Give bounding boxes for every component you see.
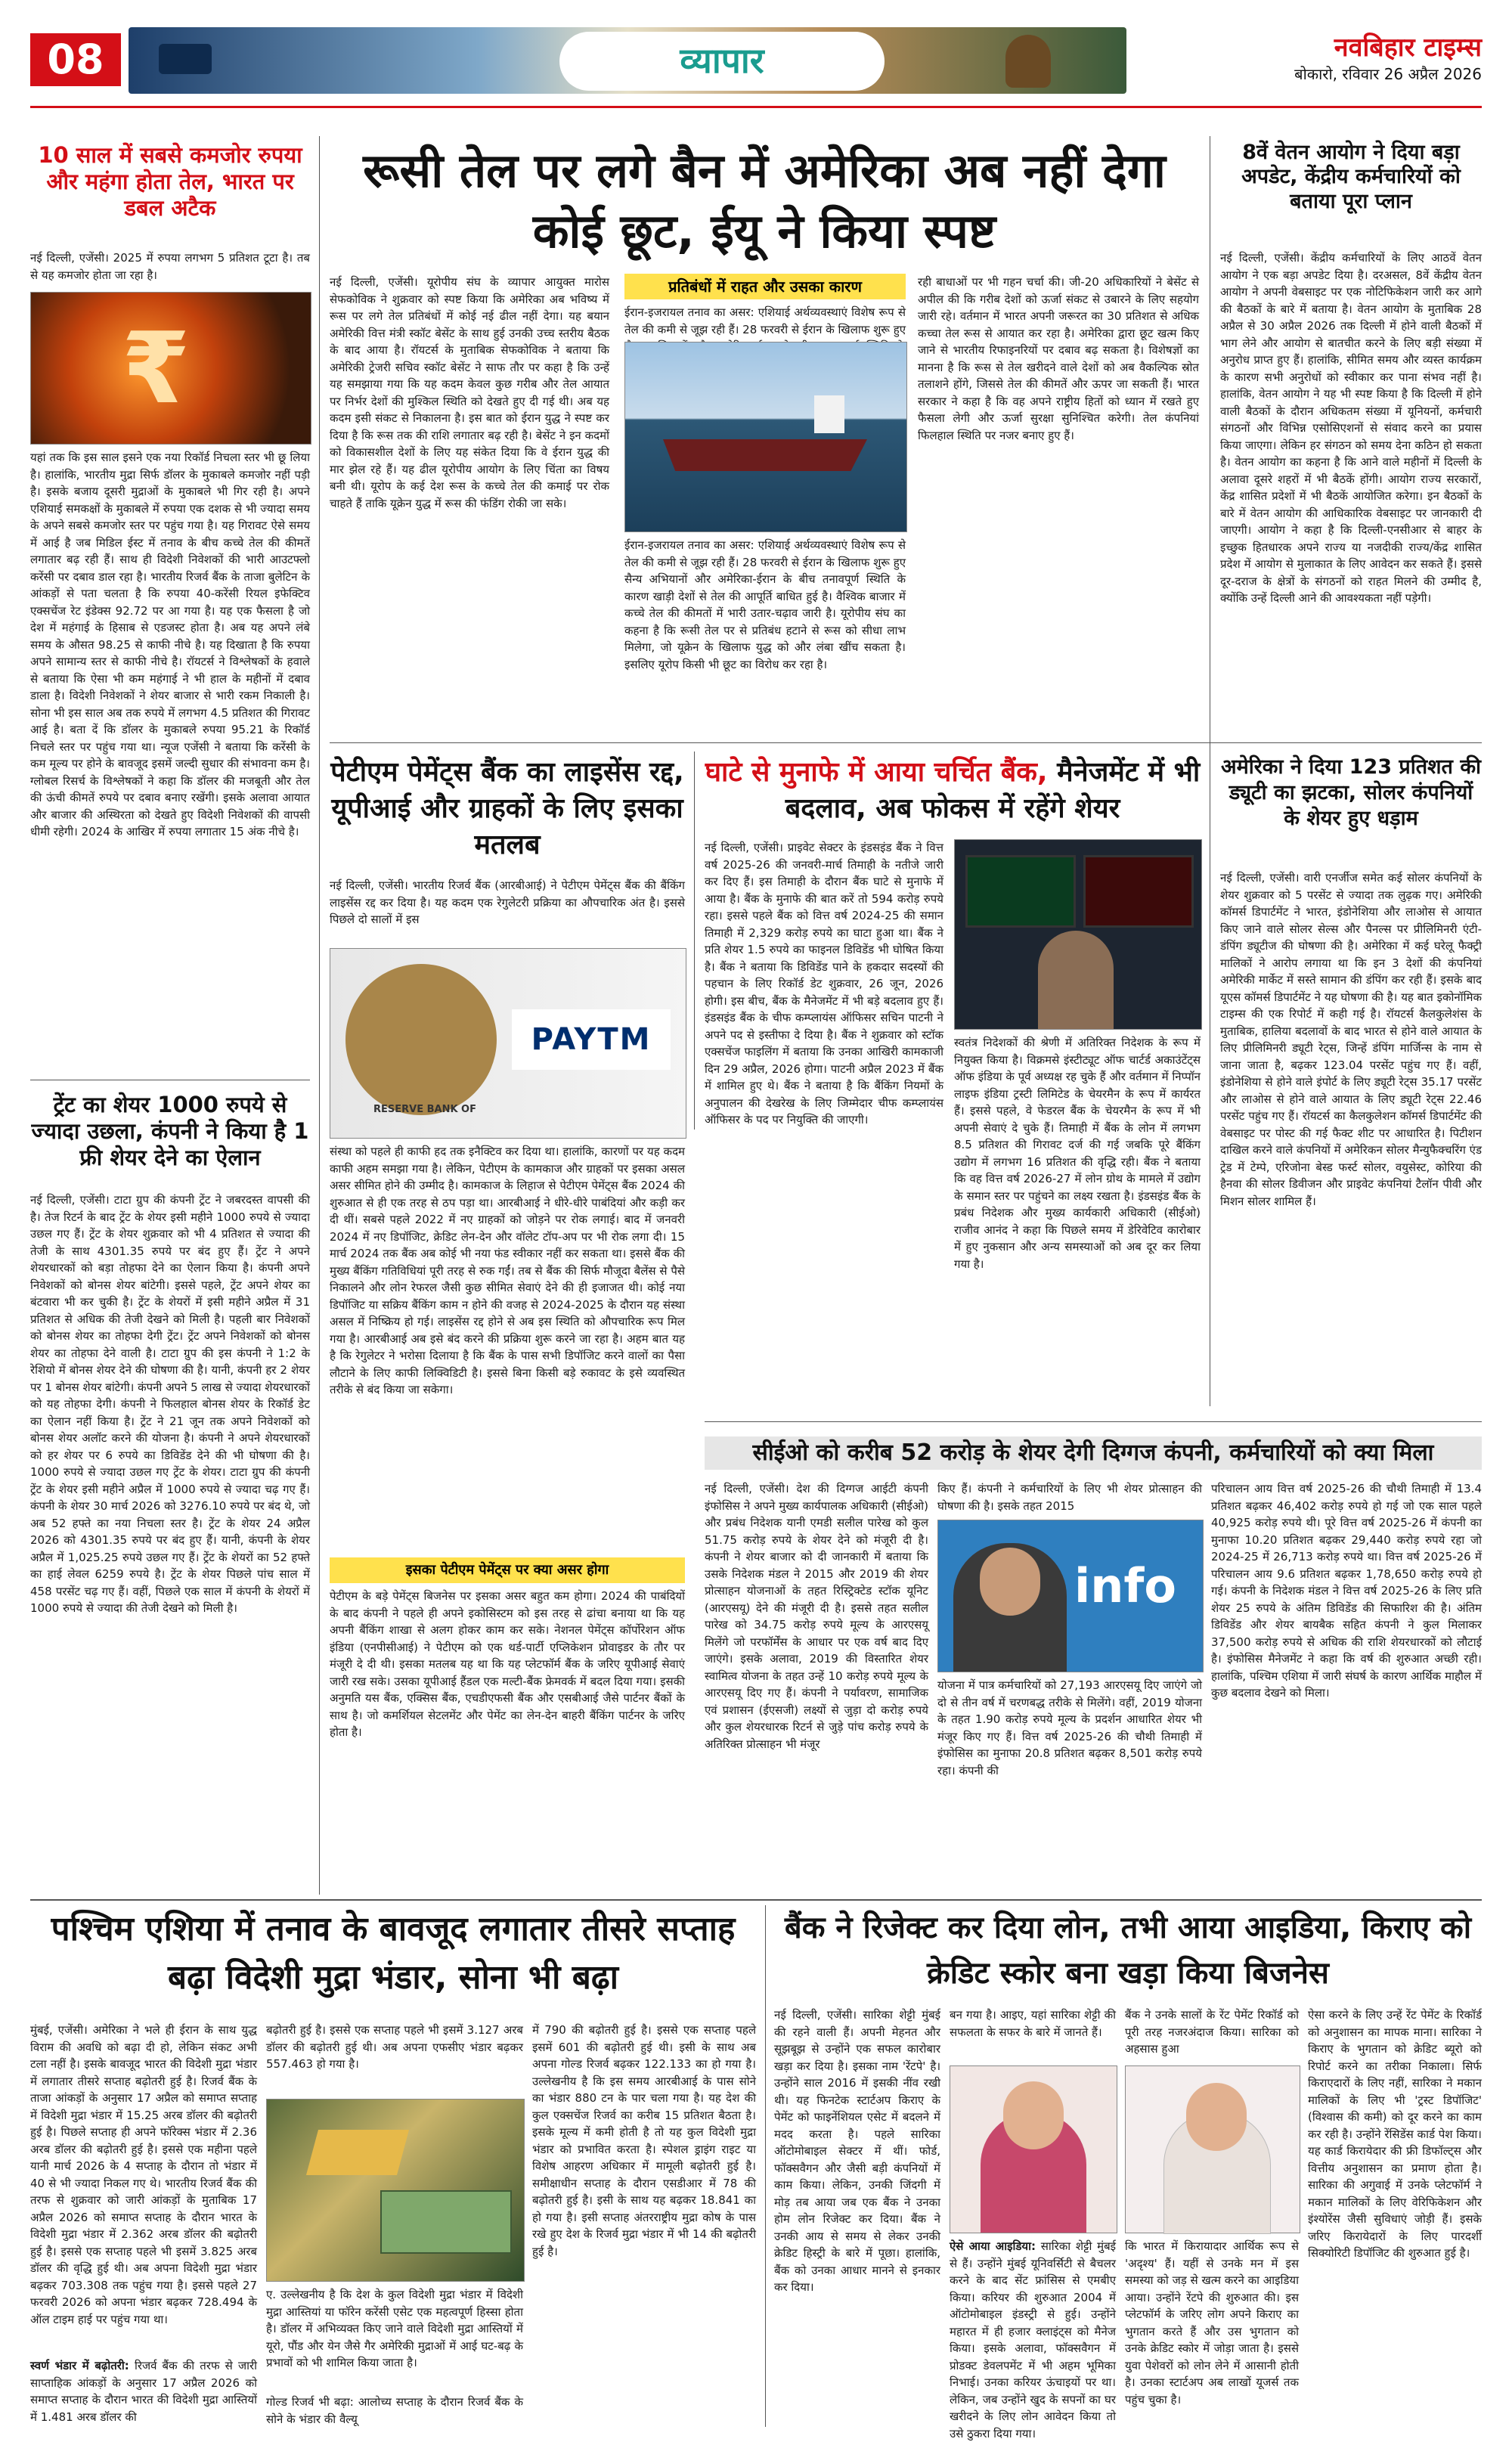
paytm-logo: PAYTM: [512, 1009, 671, 1070]
rupee-photo: [30, 292, 311, 445]
paytm-photo: [330, 948, 686, 1139]
col-divider-bottom: [765, 1905, 766, 2427]
forex-col1b-text: रिजर्व बैंक की तरफ से जारी साप्ताहिक आंकड़ों के अनुसार 17 अप्रैल 2026 को समाप्त सप्ताह के दौरान भारत की विदेशी मुद्रा आस्तियों में 1.481 अरब डॉलर की: [30, 2359, 257, 2424]
lead-col2: ईरान-इजरायल तनाव का असर: एशियाई अर्थव्यवस्थाएं विशेष रूप से तेल की कमी से जूझ रही हैं। 28 फरवरी से ईरान के खिलाफ शुरू हुए सैन्य अभियानों और अमेरिका-ईरान के बीच तनावपूर्ण स्थिति के कारण खाड़ी देशों से तेल की आपूर्ति बाधित हुई है। वैश्विक बाजार में कच्चे तेल की कीमतों में भारी उतार-चढ़ाव जारी है। यूरोपीय संघ का कहना है कि रूसी तेल पर से प्रतिबंध हटाने से रूस को सीधा लाभ मिलेगा, जो यूक्रेन के खिलाफ युद्ध को और लंबा खींच सकता है। इसलिए यूरोप किसी भी छूट का विरोध कर रहा है।: [624, 538, 906, 671]
forex-col1: मुंबई, एजेंसी। अमेरिका ने भले ही ईरान के साथ युद्ध विराम की अवधि को बढ़ा दी हो, लेकिन संकट अभी टला नहीं है। इसके बावजूद भारत की विदेशी मुद्रा भंडार में लगातार तीसरे सप्ताह बढ़ोतरी हुई है। रिजर्व बैंक के ताजा आंकड़ों के अनुसार 17 अप्रैल को समाप्त सप्ताह में विदेशी मुद्रा भंडार में 15.25 अरब डॉलर की बढ़ोतरी हुई है। पिछले सप्ताह ही अपने फॉरेक्स भंडार में 2.36 अरब डॉलर की बढ़ोतरी हुई है। इससे एक महीना पहले यानी मार्च 2026 के 4 सप्ताह के दौरान तो भंडार में 40 से भी ज्यादा निकल गए थे। भारतीय रिजर्व बैंक की तरफ से शुक्रवार को जारी आंकड़ों के मुताबिक 17 अप्रैल 2026 को समाप्त सप्ताह के दौरान भारत के विदेशी मुद्रा भंडार में 2.362 अरब डॉलर की बढ़ोतरी हुई है। इससे एक सप्ताह पहले भी इसमें 3.825 अरब डॉलर की वृद्धि हुई थी। अब अपना विदेशी मुद्रा भंडार बढ़कर 703.308 तक पहुंच गया है। इससे पहले 27 फरवरी 2026 को अपना भंडार बढ़कर 728.494 के ऑल टाइम हाई पर पहुंच गया था।: [30, 2023, 257, 2326]
rupee-headline: 10 साल में सबसे कमजोर रुपया और महंगा होता तेल, भारत पर डबल अटैक: [38, 142, 302, 221]
ceo-face: [980, 1548, 1040, 1616]
monitor-2: [1083, 855, 1194, 928]
masthead: [0, 0, 1512, 121]
paytm-tag: इसका पेटीएम पेमेंट्स पर क्या असर होगा: [330, 1557, 685, 1583]
page-number-badge: 08: [30, 33, 121, 86]
loan-idea-tag: ऐसे आया आइडिया:: [950, 2239, 1036, 2253]
infosys-col1: नई दिल्ली, एजेंसी। देश की दिग्गज आईटी कंपनी इंफोसिस ने अपने मुख्य कार्यपालक अधिकारी (सीईओ) और प्रबंध निदेशक यानी एमडी सलील पारेख को कुल 51.75 करोड़ रुपये के शेयर देने को मंजूरी दी है। कंपनी ने शेयर बाजार को दी जानकारी में बताया कि उसके निदेशक मंडल ने 2015 और 2019 की शेयर प्रोत्साहन योजनाओं के तहत रिस्ट्रिक्टेड स्टॉक यूनिट (आरएसयू) देने की मंजूरी दी है। इससे तहत सलील पारेख को 34.75 करोड़ रुपये मूल्य के आरएसयू मिलेंगे जो परफॉर्मेंस के आधार पर एक वर्ष बाद दिए जाएंगे। इसके अलावा, 2019 की विस्तारित शेयर स्वामित्व योजना के तहत उन्हें 10 करोड़ रुपये मूल्य के आरएसयू दिए गए हैं। कंपनी ने पर्यावरण, सामाजिक एवं प्रशासन (ईएसजी) लक्ष्यों से जुड़ा दो करोड़ रुपये और कुल शेयरधारक रिटर्न से जुड़े पांच करोड़ रुपये के अतिरिक्त प्रोत्साहन भी मंजूर: [705, 1482, 928, 1751]
rupee-bag-icon: [1005, 35, 1051, 88]
forex-col2a: बढ़ोतरी हुई है। इससे एक सप्ताह पहले भी इसमें 3.127 अरब डॉलर की बढ़ोतरी हुई थी। अब अपना एफसीए भंडार बढ़कर 557.463 हो गया है।: [266, 2023, 523, 2071]
forex-col3: में 790 की बढ़ोतरी हुई है। इससे एक सप्ताह पहले इसमें 601 की बढ़ोतरी हुई थी। इसी के साथ अब अपना गोल्ड रिजर्व बढ़कर 122.133 का हो गया है। उल्लेखनीय है कि इस समय आरबीआई के पास सोने का भंडार 880 टन के पार चला गया है। यह देश की कुल एक्सचेंज रिजर्व का करीब 15 प्रतिशत बैठता है। इसके मूल्य में कमी होती है तो यह कुल विदेशी मुद्रा भंडार को प्रभावित करता है। स्पेशल ड्राइंग राइट या विशेष आहरण अधिकार में मामूली बढ़ोतरी हुई है। समीक्षाधीन सप्ताह के दौरान एसडीआर में 78 की बढ़ोतरी हुई है। इसी के साथ यह बढ़कर 18.841 का हो गया है। इसी सप्ताह अंतरराष्ट्रीय मुद्रा कोष के पास रखे हुए देश के रिजर्व मुद्रा भंडार में भी 14 की बढ़ोतरी हुई है।: [532, 2023, 756, 2258]
sarika-photo-2: [1125, 2065, 1300, 2233]
rupee-article: [30, 142, 310, 221]
loan-col3b: कि भारत में किरायादार आर्थिक रूप से 'अदृश्य' हैं। यहीं से उनके मन में इस समस्या को जड़ से खत्म करने का आइडिया आया। उन्होंने रेंटपे की शुरुआत की। इस प्लेटफॉर्म के जरिए लोग अपने किराए का भुगतान करते हैं और उस भुगतान को उनके क्रेडिट स्कोर में जोड़ा जाता है। इससे युवा पेशेवरों को लोन लेने में आसानी होती है। उनका स्टार्टअप अब लाखों यूजर्स तक पहुंच चुका है।: [1125, 2239, 1299, 2406]
paytm-body: संस्था को पहले ही काफी हद तक इनैक्टिव कर दिया था। हालांकि, कारणों पर यह कदम काफी अहम समझा गया है। लेकिन, पेटीएम के कामकाज और ग्राहकों पर इसका असल असर सीमित होने की उम्मीद है। कामकाज के लिहाज से पेटीएम पेमेंट्स बैंक 2024 की शुरुआत से ही एक तरह से ठप पड़ा था। आरबीआई ने धीरे-धीरे पाबंदियां और कड़ी कर दी थीं। सबसे पहले 2022 में नए ग्राहकों को जोड़ने पर रोक लगाई। बाद में जनवरी 2024 में नए डिपॉजिट, क्रेडिट लेन-देन और वॉलेट टॉप-अप पर भी रोक लगा दी। 15 मार्च 2024 तक बैंक अब कोई भी नया फंड स्वीकार नहीं कर सकता था। इससे बैंक की मुख्य बैंकिंग गतिविधियां पूरी तरह से रुक गईं। तब से बैंक की सिर्फ मौजूदा बैलेंस से पैसे निकालने और लोन रेफरल जैसी कुछ सीमित सेवाएं देने की ही इजाजत थी। कोई नया डिपॉजिट या सक्रिय बैंकिंग काम न होने की वजह से 2024-2025 के दौरान यह संस्था असल में निष्क्रिय हो गई। लाइसेंस रद्द होने से अब इस स्थिति को औपचारिक रूप मिल गया है। आरबीआई अब इसे बंद करने की प्रक्रिया शुरू करने जा रहा है। अहम बात यह है कि रेगुलेटर ने भरोसा दिलाया है कि बैंक के पास सभी डिपॉजिट करने वालों का पैसा लौटाने के लिए काफी लिक्विडिटी है। इससे बिना किसी बड़े रुकावट के इसे व्यवस्थित तरीके से बंद किया जा सकेगा।: [330, 1145, 685, 1396]
gold-bar-icon: [306, 2130, 409, 2175]
lead-col3: रही बाधाओं पर भी गहन चर्चा की। जी-20 अधिकारियों ने बेसेंट से अपील की कि गरीब देशों को ऊर्जा संकट से उबारने के लिए सहयोग जारी रहे। वर्तमान में भारत अपनी जरूरत का 30 प्रतिशत से अधिक कच्चा तेल रूस से आयात कर रहा है। अमेरिका द्वारा छूट खत्म किए जाने से भारतीय रिफाइनरियों पर दबाव बढ़ सकता है। विशेषज्ञों का मानना है कि रूस से तेल खरीदने वाले देशों को अब वैकल्पिक स्रोत तलाशने होंगे, जिससे तेल की कीमतें और ऊपर जा सकती हैं। भारत सरकार ने कहा है कि वह अपने राष्ट्रीय हितों को ध्यान में रखते हुए फैसला लेगी और ऊर्जा सुरक्षा सुनिश्चित करेगी। तेल कंपनियां फिलहाल स्थिति पर नजर बनाए हुए हैं।: [918, 275, 1199, 442]
indusind-headline-red: घाटे से मुनाफे में आया चर्चित बैंक,: [705, 757, 1048, 788]
indusind-headline-black: मैनेजमेंट में भी बदलाव, अब फोकस में रहेंगे शेयर: [785, 757, 1201, 824]
lead-tag: प्रतिबंधों में राहत और उसका कारण: [624, 274, 906, 299]
bottom-divider: [30, 1899, 1482, 1901]
sarika-face: [1003, 2081, 1064, 2149]
infosys-col2: किए हैं। कंपनी ने कर्मचारियों के लिए भी शेयर प्रोत्साहन की घोषणा की है। इसके तहत 2015: [937, 1482, 1202, 1513]
sarika-face-2: [1186, 2083, 1247, 2151]
solar-body: नई दिल्ली, एजेंसी। वारी एनर्जीज समेत कई सोलर कंपनियों के शेयर शुक्रवार को 5 परसेंट से ज्यादा तक लुढ़क गए। अमेरिकी कॉमर्स डिपार्टमेंट ने भारत, इंडोनेशिया और लाओस से आयात किए जाने वाले सोलर सेल्स और पैनल्स पर प्रीलिमिनरी एंटी-डंपिंग ड्यूटीज की घोषणा की है। अमेरिका में कई घरेलू फैक्ट्री मालिकों ने आरोप लगाया था कि इन 3 देशों की कंपनियां अमेरिकी मार्केट में सस्ते सामान की डंपिंग कर रही हैं। इसके बाद यूएस कॉमर्स डिपार्टमेंट ने यह घोषणा की है। यह बात इकोनॉमिक टाइम्स की एक रिपोर्ट में कही गई है। रॉयटर्स कैलकुलेशंस के मुताबिक, हालिया बदलावों के बाद भारत से होने वाले आयात के लिए प्रीलिमिनरी ड्यूटी रेट्स, जिन्हें डंपिंग मार्जिन्स के नाम से जाना जाता है, बढ़कर 123.04 परसेंट पहुंच गए हैं। वहीं, इंडोनेशिया से होने वाले इंपोर्ट के लिए ड्यूटी रेट्स 35.17 परसेंट और लाओस से होने वाले आयात के लिए ड्यूटी रेट्स 22.46 परसेंट पहुंच गए हैं। रॉयटर्स का कैलकुलेशन कॉमर्स डिपार्टमेंट की वेबसाइट पर पोस्ट की गई फैक्ट शीट पर आधारित है। पिटीशन दाखिल करने वाले कंपनियों में अमेरिकन सोलर मैन्युफैक्चरिंग एंड ट्रेड में टेम्पे, एरिजोना बेस्ड फर्स्ट सोलर, वयुसेस्ट, कोरिया की हैनवा की सोलर डिवीजन और प्राइवेट कंपनियां टैलॉन पीवी और मिशन सोलर शामिल हैं।: [1220, 871, 1482, 1208]
loan-col4: ऐसा करने के लिए उन्हें रेंट पेमेंट के रिकॉर्ड को अनुशासन का मापक माना। सारिका ने किराए के भुगतान को क्रेडिट ब्यूरो को रिपोर्ट करने का तरीका निकाला। सिर्फ किराएदारों के लिए नहीं, सारिका ने मकान मालिकों के लिए भी 'ट्रस्ट डिपॉजिट' (विश्वास की कमी) को दूर करने का काम कर रही है। उन्होंने रेंसिडेंस कार्ड पेश किया। यह कार्ड किरायेदार की फ्री डिफॉल्ट्स और वित्तीय अनुशासन का प्रमाण होता है। सारिका की अगुवाई में उनके प्लेटफॉर्म ने मकान मालिकों के लिए वेरिफिकेशन और इंश्योरेंस जैसी सुविधाएं जोड़ी हैं। इसके जरिए किरायेदारों के लिए पारदर्शी सिक्योरिटी डिपॉजिट की शुरुआत हुई है।: [1308, 2008, 1482, 2260]
paytm-body2: पेटीएम के बड़े पेमेंट्स बिजनेस पर इसका असर बहुत कम होगा। 2024 की पाबंदियों के बाद कंपनी ने पहले ही अपने इकोसिस्टम को इस तरह से ढांचा बनाया था कि यह अपनी बैंकिंग शाखा से अलग होकर काम कर सके। नेशनल पेमेंट्स कॉर्पोरेशन ऑफ इंडिया (एनपीसीआई) ने पेटीएम को एक थर्ड-पार्टी एप्लिकेशन प्रोवाइडर के तौर पर मंजूरी दे दी थी। इसका मतलब यह था कि यह प्लेटफॉर्म बैंक के जरिए यूपीआई सेवाएं जारी रख सके। उसका यूपीआई हैंडल एक मल्टी-बैंक फ्रेमवर्क में बदल दिया गया। इसकी अनुमति यस बैंक, एक्सिस बैंक, एचडीएफसी बैंक और एसबीआई जैसे पार्टनर बैंकों के साथ है। जो कमर्शियल सेटलमेंट और पेमेंट का लेन-देन बाहरी बैंकिंग पार्टनर के जरिए होता है।: [330, 1589, 685, 1739]
infosys-col4: परिचालन आय वित्त वर्ष 2025-26 की चौथी तिमाही में 13.4 प्रतिशत बढ़कर 46,402 करोड़ रुपये हो गई जो एक साल पहले 40,925 करोड़ रुपये थी। पूरे वित्त वर्ष 2025-26 में कंपनी का मुनाफा 10.20 प्रतिशत बढ़कर 29,440 करोड़ रुपये रहा जो 2024-25 में 26,713 करोड़ रुपये था। वित्त वर्ष 2025-26 में परिचालन आय 9.6 प्रतिशत बढ़कर 1,78,650 करोड़ रुपये हो गई। कंपनी के निदेशक मंडल ने वित्त वर्ष 2025-26 के लिए प्रति शेयर 25 रुपये के अंतिम डिविडेंड की सिफारिश की है। अंतिम डिविडेंड और शेयर बायबैक सहित कंपनी ने कुल मिलाकर 37,500 करोड़ रुपये से अधिक की राशि शेयरधारकों को लौटाई है। इंफोसिस मैनेजमेंट ने कहा कि वर्ष की शुरुआत अच्छी रही। हालांकि, पश्चिम एशिया में जारी संघर्ष के कारण आर्थिक माहौल में कुछ बदलाव देखने को मिला।: [1211, 1482, 1482, 1700]
infosys-photo: [937, 1520, 1204, 1672]
trent-headline: ट्रेंट का शेयर 1000 रुपये से ज्यादा उछला, कंपनी ने किया है 1 फ्री शेयर देने का ऐलान: [31, 1092, 309, 1170]
loan-col1: नई दिल्ली, एजेंसी। सारिका शेट्टी मुंबई की रहने वाली हैं। अपनी मेहनत और सूझबूझ से उन्होंने एक सफल कारोबार खड़ा कर दिया है। इसका नाम 'रेंटपे' है। उन्होंने साल 2016 में इसकी नींव रखी थी। यह फिनटेक स्टार्टअप किराए के पेमेंट को फाइनेंशियल एसेट में बदलने में मदद करता है। पहले सारिका ऑटोमोबाइल सेक्टर में थीं। फोर्ड, फॉक्सवैगन और जैसी बड़ी कंपनियों में काम किया। लेकिन, उनकी जिंदगी में मोड़ तब आया जब एक बैंक ने उनका होम लोन रिजेक्ट कर दिया। बैंक ने उनकी आय से समय से लेकर उनकी क्रेडिट हिस्ट्री के बारे में पूछा। हालांकि, बैंक को उनका आधार मानने से इनकार कर दिया।: [774, 2008, 940, 2294]
loan-col2: बन गया है। आइए, यहां सारिका शेट्टी की सफलता के सफर के बारे में जानते हैं।: [950, 2008, 1116, 2039]
infosys-col3: योजना में पात्र कर्मचारियों को 27,193 आरएसयू दिए जाएंगे जो दो से तीन वर्ष में चरणबद्ध तरीके से मिलेंगे। वहीं, 2019 योजना के तहत 1.90 करोड़ रुपये मूल्य के प्रदर्शन आधारित शेयर भी मंजूर किए गए हैं। वित्त वर्ष 2025-26 की चौथी तिमाही में इंफोसिस का मुनाफा 20.8 प्रतिशत बढ़कर 8,501 करोड़ रुपये रहा। कंपनी की: [937, 1678, 1202, 1777]
trader-figure: [1038, 931, 1114, 1029]
infosys-logo: info: [1074, 1558, 1176, 1613]
loan-headline: बैंक ने रिजेक्ट कर दिया लोन, तभी आया आइडिया, किराए को क्रेडिट स्कोर बना खड़ा किया बिजनेस: [784, 1911, 1472, 1991]
monitor-1: [965, 855, 1076, 928]
col-divider-left: [319, 136, 320, 1895]
forex-headline: पश्चिम एशिया में तनाव के बावजूद लगातार तीसरे सप्ताह बढ़ा विदेशी मुद्रा भंडार, सोना भी बढ़ा: [51, 1910, 736, 1997]
loan-col2b-text: सारिका शेट्टी मुंबई से हैं। उन्होंने मुंबई यूनिवर्सिटी से बैचलर करने के बाद सेंट फ्रांसिस से एमबीए किया। करियर की शुरुआत 2004 में ऑटोमोबाइल इंडस्ट्री से हुई। उन्होंने महारत में ही हजार क्लाइंट्स को मैनेज किया। इसके अलावा, फॉक्सवैगन में प्रोडक्ट डेवलपमेंट में भी अहम भूमिका निभाई। उनका करियर ऊंचाइयों पर था। लेकिन, जब उन्होंने खुद के सपनों का घर खरीदने के लिए लोन आवेदन किया तो उसे ठुकरा दिया गया।: [950, 2239, 1116, 2440]
forex-col1b: [30, 2357, 257, 2425]
lead-col2-top: ईरान-इजरायल तनाव का असर: एशियाई अर्थव्यवस्थाएं विशेष रूप से तेल की कमी से जूझ रही हैं। 28 फरवरी से ईरान के खिलाफ शुरू हुए: [624, 305, 906, 336]
rupee-body: यहां तक कि इस साल इसने एक नया रिकॉर्ड निचला स्तर भी छू लिया है। हालांकि, भारतीय मुद्रा सिर्फ डॉलर के मुकाबले कमजोर नहीं पड़ी है। इसके बजाय दूसरी मुद्राओं के मुकाबले भी गिर रही है। अपने एशियाई समकक्षों के मुकाबले में रुपया एक दशक से भी ज्यादा समय के अपने सबसे कमजोर स्तर पर पहुंच गया है। यह गिरावट ऐसे समय में आई है जब मिडिल ईस्ट में तनाव के बीच कच्चे तेल की कीमतें लगातार बढ़ रही हैं। साथ ही विदेशी निवेशकों की भारी आउटफ्लो करेंसी पर दबाव डाल रहा है। भारतीय रिजर्व बैंक के ताजा बुलेटिन के आंकड़ों से पता चलता है कि रुपया 40-करेंसी रियल इफेक्टिव एक्सचेंज रेट इंडेक्स 92.72 पर आ गया है। यह एक फैसला है जो देश में महंगाई के हिसाब से एडजस्ट होता है। अब यह अपने लंबे समय के औसत 98.25 से काफी नीचे है। यह दिखाता है कि रुपया अपने सामान्य स्तर से काफी नीचे है। रॉयटर्स ने विश्लेषकों के हवाले से बताया कि ऐसा भी कम महंगाई ने भी हाल के महीनों में दबाव डाला है। विदेशी निवेशकों ने शेयर बाजार से भारी रकम निकाली है। सोना भी इस साल अब तक रुपये में लगभग 4.5 प्रतिशत की गिरावट आई है। बता दें कि डॉलर के मुकाबले रुपया 95.21 के रिकॉर्ड निचले स्तर पर पहुंच गया था। न्यूज एजेंसी ने बताया कि करेंसी के कम मूल्य पर होने के बावजूद इसमें जल्दी सुधार की संभावना कम है। ग्लोबल रिसर्च के विश्लेषकों ने कहा कि डॉलर की मजबूती और तेल की ऊंची कीमतें रुपये पर दबाव बनाए रखेंगी। इसके अलावा आयात और बाजार की अस्थिरता को देखते हुए विदेशी निवेशकों की वापसी धीमी रहेगी। 2024 के आखिर में रुपया लगातार 15 अंक नीचे है।: [30, 451, 310, 838]
infosys-top-rule: [705, 1421, 1482, 1422]
dollar-notes-icon: [380, 2190, 512, 2254]
trent-body: नई दिल्ली, एजेंसी। टाटा ग्रुप की कंपनी ट्रेंट ने जबरदस्त वापसी की है। तेज रिटर्न के बाद ट्रेंट के शेयर इसी महीने 1000 रुपये से ज्यादा उछल गए हैं। ट्रेंट के शेयर शुक्रवार को भी 4 प्रतिशत से ज्यादा की तेजी के साथ 4301.35 रुपये पर बंद हुए हैं। ट्रेंट ने अपने शेयरधारकों को बड़ा तोहफा देने का ऐलान किया है। कंपनी अपने निवेशकों को बोनस शेयर बांटेगी। इससे पहले, ट्रेंट अपने शेयर का बंटवारा भी कर चुकी है। ट्रेंट के शेयरों में इसी महीने अप्रैल में 31 प्रतिशत से अधिक की तेजी देखने को मिली है। पहली बार निवेशकों को बोनस शेयर का तोहफा देगी ट्रेंट। ट्रेंट अपने निवेशकों को बोनस शेयर का तोहफा देने वाली है। टाटा ग्रुप की इस कंपनी ने 1:2 के रेशियो में बोनस शेयर देने की घोषणा की है। यानी, कंपनी हर 2 शेयर पर 1 बोनस शेयर बांटेगी। कंपनी अपने 5 लाख से ज्यादा शेयरधारकों को यह तोहफा देगी। कंपनी ने फिलहाल बोनस शेयर के रिकॉर्ड डेट का ऐलान नहीं किया है। ट्रेंट ने 21 जून तक अपने निवेशकों को बोनस शेयर अलॉट करने की योजना है। कंपनी ने अपने शेयरधारकों को हर शेयर पर 6 रुपये का डिविडेंड देने की भी घोषणा की है। 1000 रुपये से ज्यादा उछल गए ट्रेंट के शेयर। टाटा ग्रुप की कंपनी ट्रेंट के शेयर इसी महीने अप्रैल में 1000 रुपये से ज्यादा चढ़ गए हैं। कंपनी के शेयर 30 मार्च 2026 को 3276.10 रुपये पर बंद थे, जो अब 52 हफ्ते का नया निचला स्तर है। ट्रेंट के शेयर 24 अप्रैल 2026 को 4301.35 रुपये पर बंद हुए हैं। यानी, कंपनी के शेयर अप्रैल में 1,025.25 रुपये उछल गए हैं। ट्रेंट के शेयरों का 52 हफ्ते का हाई लेवल 6259 रुपये है। ट्रेंट के शेयर पिछले पांच साल में 458 परसेंट चढ़ गए हैं। वहीं, पिछले एक साल में कंपनी के शेयरों में 1000 रुपये से ज्यादा की तेजी देखने को मिली है।: [30, 1193, 310, 1615]
indusind-col1: नई दिल्ली, एजेंसी। प्राइवेट सेक्टर के इंडसइंड बैंक ने वित्त वर्ष 2025-26 की जनवरी-मार्च तिमाही के नतीजे जारी कर दिए हैं। इस तिमाही के दौरान बैंक घाटे से मुनाफे में आया है। बैंक के मुनाफे की बात करें तो 594 करोड़ रुपये रहा। इससे पहले बैंक को वित्त वर्ष 2024-25 की समान तिमाही में 2,329 करोड़ रुपये का घाटा हुआ था। बैंक ने प्रति शेयर 1.5 रुपये का फाइनल डिविडेंड भी घोषित किया है। बैंक ने बताया कि डिविडेंड पाने के हकदार सदस्यों की पहचान के लिए रिकॉर्ड डेट शुक्रवार, 26 जून, 2026 होगी। इस बीच, बैंक के मैनेजमेंट में भी बड़े बदलाव हुए हैं। इंडसइंड बैंक के चीफ कम्प्लायंस ऑफिसर सचिन पाटनी ने अपने पद से इस्तीफा दे दिया है। बैंक ने शुक्रवार को स्टॉक एक्सचेंज फाइलिंग में बताया कि उनका आखिरी कामकाजी दिन 29 अप्रैल, 2026 होगा। पाटनी अप्रैल 2023 में बैंक में शामिल हुए थे। बैंक ने बताया है कि बैंकिंग नियमों के अनुपालन की देखरेख के लिए जिम्मेदार चीफ कम्प्लायंस ऑफिसर के पद पर नियुक्ति की जाएगी।: [705, 841, 943, 1126]
infosys-headline: सीईओ को करीब 52 करोड़ के शेयर देगी दिग्गज कंपनी, कर्मचारियों को क्या मिला: [705, 1436, 1482, 1470]
indusind-headline: [705, 755, 1201, 827]
rupee-intro: नई दिल्ली, एजेंसी। 2025 में रुपया लगभग 5 प्रतिशत टूटा है। तब से यह कमजोर होता जा रहा है।: [30, 251, 310, 282]
truck-icon: [159, 44, 212, 74]
lead-col1: नई दिल्ली, एजेंसी। यूरोपीय संघ के व्यापार आयुक्त मारोस सेफकोविक ने शुक्रवार को स्पष्ट किया कि अमेरिका अब भविष्य में रूस पर लगे तेल प्रतिबंधों में कोई नई ढील नहीं देगा। यह बयान अमेरिकी वित्त मंत्री स्कॉट बेसेंट के साथ हुई उनकी उच्च स्तरीय बैठक के बाद आया है। रॉयटर्स के मुताबिक सेफकोविक ने बताया कि अमेरिकी ट्रेजरी सचिव स्कॉट बेसेंट ने साफ तौर पर कहा है कि उन्हें यह समझाया गया कि यह कदम केवल कुछ गरीब और तेल आयात पर निर्भर देशों की मुश्किल स्थिति को देखते हुए दी गई थी। अब यह कदम इसी संकट से निकालना है। इस बात को ईरान युद्ध ने स्पष्ट कर दिया है कि रूस तक की राशि लगातार बढ़ रही है। बेसेंट ने इन कदमों को विकासशील देशों के लिए यह संकेत दिया कि वे ईरान युद्ध की मार झेल रहे हैं। यह ढील यूरोपीय आयोग के लिए चिंता का विषय बनी थी। यूरोप के कई देश रूस के कच्चे तेल की कमाई पर रोक चाहते हैं ताकि यूक्रेन युद्ध में रूस की फंडिंग रोकी जा सके।: [330, 275, 609, 510]
pay-body: नई दिल्ली, एजेंसी। केंद्रीय कर्मचारियों के लिए आठवें वेतन आयोग ने एक बड़ा अपडेट दिया है। दरअसल, 8वें केंद्रीय वेतन आयोग ने अपनी वेबसाइट पर एक नोटिफिकेशन जारी कर आगे की बैठकों के बारे में बताया है। वेतन आयोग के मुताबिक 28 अप्रैल से 30 अप्रैल 2026 तक दिल्ली में होने वाली बैठकों में भाग लेने और आयोग से बातचीत करने के लिए बड़ी संख्या में अनुरोध प्राप्त हुए हैं। हालांकि, सीमित समय और व्यस्त कार्यक्रम के कारण सभी अनुरोधों को स्वीकार कर पाना संभव नहीं है। हालांकि, वेतन आयोग ने यह भी स्पष्ट किया है कि दिल्ली में होने वाली बैठकों के दौरान अधिकतम संख्या में यूनियनों, कर्मचारी संगठनों और विभिन्न एसोसिएशनों से संवाद करने का प्रयास किया जाएगा। लेकिन हर संगठन को समय देना कठिन हो सकता है। वेतन आयोग का कहना है कि आने वाले महीनों में दिल्ली के अलावा दूसरे शहरों में भी बैठकें होंगी। आयोग राज्य सरकारों, केंद्र शासित प्रदेशों में भी बैठकें आयोजित करेगा। इन बैठकों के बारे में वेतन आयोग की आधिकारिक वेबसाइट पर जानकारी दी जाएगी। आयोग ने कहा है कि दिल्ली-एनसीआर से बाहर के इच्छुक हितधारक अपने राज्य या नजदीकी राज्य/केंद्र शासित प्रदेश में आयोग से मुलाकात के लिए आवेदन कर सकते हैं। इससे दूर-दराज के क्षेत्रों के संगठनों को राहत मिलने की उम्मीद है, क्योंकि उन्हें दिल्ली आने की आवश्यकता नहीं पड़ेगी।: [1220, 251, 1482, 605]
indusind-col2: स्वतंत्र निदेशकों की श्रेणी में अतिरिक्त निदेशक के रूप में नियुक्त किया है। विक्रमसे इंस्टीट्यूट ऑफ चार्टर्ड अकाउंटेंट्स ऑफ इंडिया के पूर्व अध्यक्ष रह चुके हैं और वर्तमान में निप्पॉन लाइफ इंडिया ट्रस्टी लिमिटेड के चेयरमैन के रूप में कार्यरत हैं। इससे पहले, वे फेडरल बैंक के चेयरमैन के रूप में भी अपनी सेवाएं दे चुके हैं। तिमाही में बैंक के लोन में लगभग 8.5 प्रतिशत की गिरावट दर्ज की गई जबकि पूरे बैंकिंग उद्योग में लगभग 16 प्रतिशत की वृद्धि रही। बैंक ने बताया कि वह वित्त वर्ष 2026-27 में लोन ग्रोथ के मामले में उद्योग के समान स्तर पर पहुंचने का लक्ष्य रखता है। इंडसइंड बैंक के प्रबंध निदेशक और मुख्य कार्यकारी अधिकारी (सीईओ) राजीव आनंद ने कहा कि पिछले समय में डेरिवेटिव कारोबार में हुए नुकसान और अन्य समस्याओं को अब दूर कर लिया गया है।: [954, 1036, 1201, 1271]
forex-col2b: ए. उल्लेखनीय है कि देश के कुल विदेशी मुद्रा भंडार में विदेशी मुद्रा आस्तियां या फॉरेन करेंसी एसेट एक महत्वपूर्ण हिस्सा होता है। डॉलर में अभिव्यक्त किए जाने वाले विदेशी मुद्रा आस्तियों में यूरो, पौंड और येन जैसे गैर अमेरिकी मुद्राओं में आई घट-बढ़ के प्रभावों को भी शामिल किया जाता है।: [266, 2288, 523, 2369]
rbi-emblem-icon: [345, 964, 497, 1115]
rbi-text: RESERVE BANK OF: [373, 1104, 476, 1115]
loan-col3: बैंक ने उनके सालों के रेंट पेमेंट रिकॉर्ड को पूरी तरह नजरअंदाज किया। सारिका को अहसास हुआ: [1125, 2008, 1299, 2056]
tanker-photo: [624, 342, 907, 532]
trading-photo: [954, 839, 1202, 1030]
col-divider-paytm: [694, 752, 695, 1130]
trent-article: [30, 1092, 310, 1170]
sarika-photo: [950, 2065, 1117, 2233]
pay-headline: 8वें वेतन आयोग ने दिया बड़ा अपडेट, केंद्रीय कर्मचारियों को बताया पूरा प्लान: [1241, 141, 1461, 213]
paper-name: नवबिहार टाइम्स: [1334, 33, 1482, 63]
paytm-headline: पेटीएम पेमेंट्स बैंक का लाइसेंस रद्द, यूपीआई और ग्राहकों के लिए इसका मतलब: [330, 757, 684, 860]
lead-headline: रूसी तेल पर लगे बैन में अमेरिका अब नहीं देगा कोई छूट, ईयू ने किया स्पष्ट: [363, 143, 1166, 259]
forex-subhead: स्वर्ण भंडार में बढ़ोतरी:: [30, 2359, 129, 2372]
rupee-symbol-icon: ₹: [122, 311, 191, 426]
forex-photo: [266, 2099, 525, 2282]
loan-col2b: [950, 2238, 1116, 2440]
tanker-tower-icon: [814, 395, 844, 433]
solar-headline: अमेरिका ने दिया 123 प्रतिशत की ड्यूटी का झटका, सोलर कंपनियों के शेयर हुए धड़ाम: [1220, 755, 1482, 830]
forex-col2c: गोल्ड रिजर्व भी बढ़ा: आलोच्य सप्ताह के दौरान रिजर्व बैंक के सोने के भंडार की वैल्यू: [266, 2395, 523, 2426]
mid-divider: [330, 742, 1482, 743]
section-label: व्यापार: [680, 40, 764, 81]
paytm-intro: नई दिल्ली, एजेंसी। भारतीय रिजर्व बैंक (आरबीआई) ने पेटीएम पेमेंट्स बैंक की बैंकिंग लाइसेंस रद्द कर दिया है। यह कदम एक रेगुलेटरी प्रक्रिया का औपचारिक अंत है। इससे पिछले दो सालों में इस: [330, 879, 685, 926]
header-rule: [30, 106, 1482, 108]
pay-article: [1220, 141, 1482, 214]
dateline: बोकारो, रविवार 26 अप्रैल 2026: [1294, 65, 1482, 83]
